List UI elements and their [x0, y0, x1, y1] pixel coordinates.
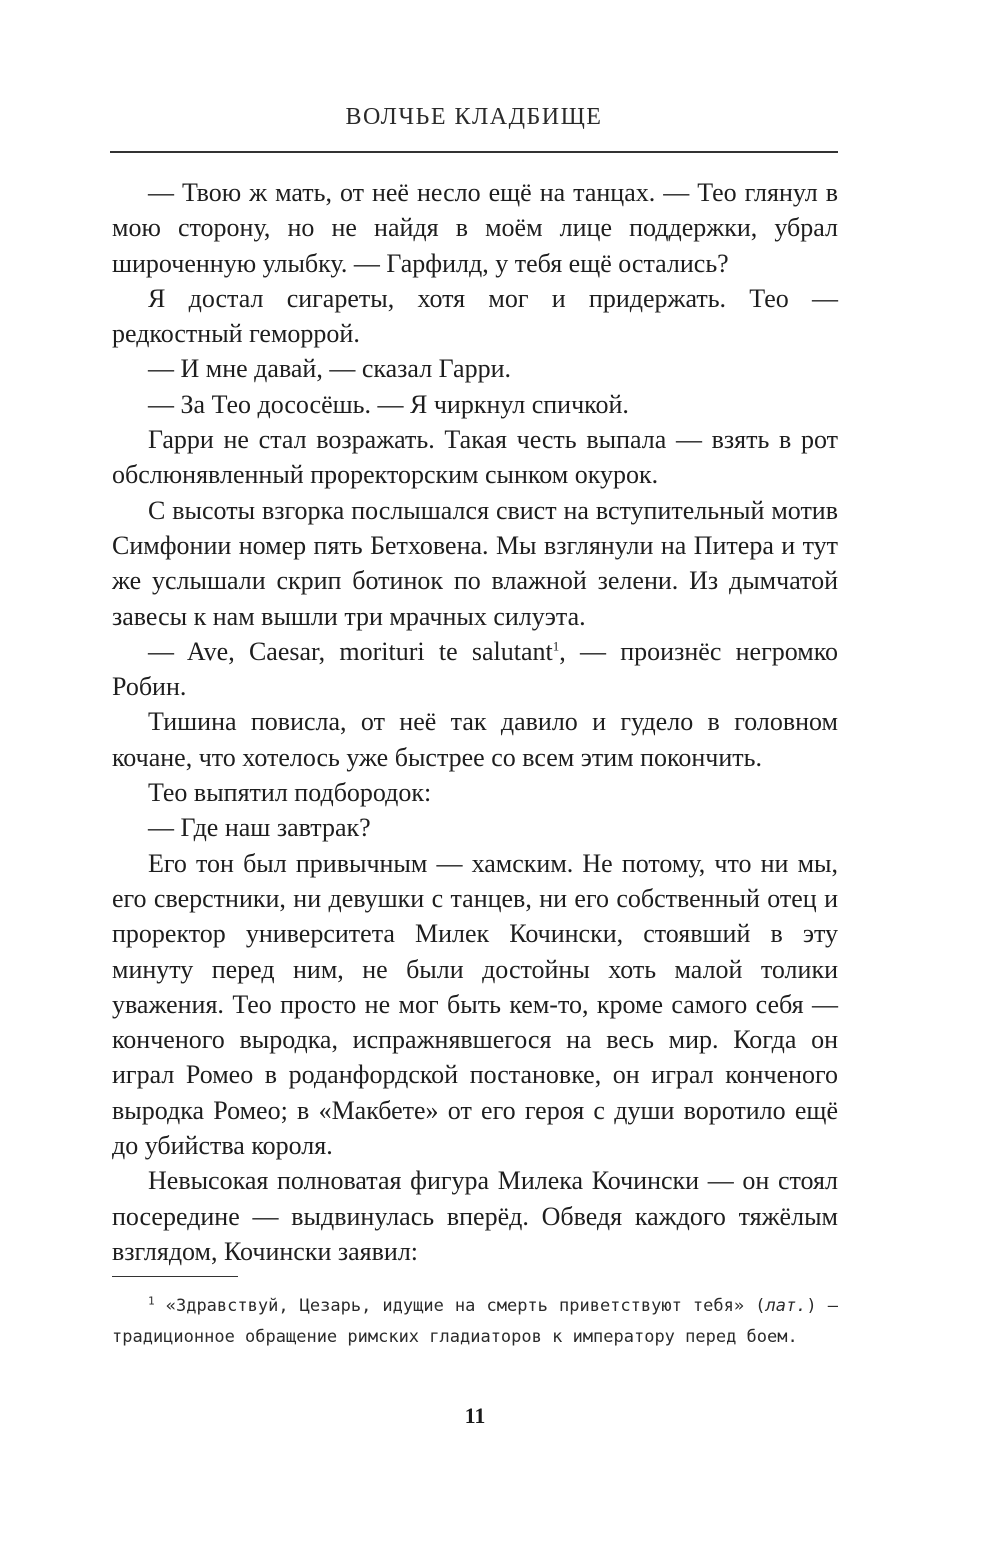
paragraph: — Где наш завтрак? [148, 813, 371, 843]
paragraph: Я достал сигареты, хотя мог и придержать. Тео — редкостный геморрой. [112, 283, 838, 349]
paragraph: — Твою ж мать, от неё несло ещё на танцах. — Тео глянул в мою сторону, но не найдя в моём лице поддержки, убрал широченную улыбку. — Гарфилд, у тебя ещё остались? [112, 178, 838, 278]
footnote [112, 1291, 838, 1353]
footnote-marker: 1 [148, 1294, 155, 1308]
paragraph: Тео выпятил подбородок: [148, 778, 432, 808]
footnote-reference[interactable]: 1 [552, 638, 560, 654]
paragraph: Гарри не стал возражать. Такая честь выпала — взять в рот обслюнявленный проректорским сынком окурок. [112, 425, 838, 490]
paragraph: — За Тео дососёшь. — Я чиркнул спичкой. [148, 389, 629, 419]
paragraph: Тишина повисла, от неё так давило и гудело в головном кочане, что хотелось уже быстрее со всем этим покончить. [112, 707, 838, 772]
latin-paragraph-tail: , — произнёс негромко Робин. [112, 636, 839, 702]
paragraph: — И мне давай, — сказал Гарри. [148, 354, 512, 384]
header-rule [110, 151, 838, 153]
footnote-rule [112, 1276, 238, 1277]
page-number: 11 [464, 1403, 486, 1428]
paragraph: Невысокая полноватая фигура Милека Кочински — он стоял посередине — выдвинулась вперёд. Обведя каждого тяжёлым взглядом, Кочински заявил: [112, 1166, 838, 1266]
body-text [112, 175, 838, 1269]
footnote-text-end: ) — традиционное обращение римских гладиаторов к императору перед боем. [112, 1296, 838, 1347]
paragraph: Его тон был привычным — хамским. Не потому, что ни мы, его сверстники, ни девушки с танцев, ни его собственный отец и проректор университета Милек Кочински, стоявший в эту минуту перед ним, не были достойны хоть малой толики уважения. Тео просто не мог быть кем-то, кроме самого себя — конченого выродка, испражнявшегося на весь мир. Когда он играл Ромео в роданфордской постановке, он играл конченого выродка Ромео; в «Макбете» от его героя с души воротило ещё до убийства короля. [112, 848, 838, 1161]
footnote-language-abbrev: лат. [765, 1296, 807, 1316]
paragraph: С высоты взгорка послышался свист на вступительный мотив Симфонии номер пять Бетховена. Мы взглянули на Питера и тут же услышали скрип ботинок по влажной зелени. Из дымчатой завесы к нам вышли три мрачных силуэта. [112, 495, 838, 631]
running-header: ВОЛЧЬЕ КЛАДБИЩЕ [345, 104, 603, 130]
latin-quote: — Ave, Caesar, morituri te salutant [148, 636, 553, 666]
footnote-text-start: «Здравствуй, Цезарь, идущие на смерть приветствуют тебя» ( [165, 1296, 766, 1316]
latin-paragraph [112, 634, 838, 705]
